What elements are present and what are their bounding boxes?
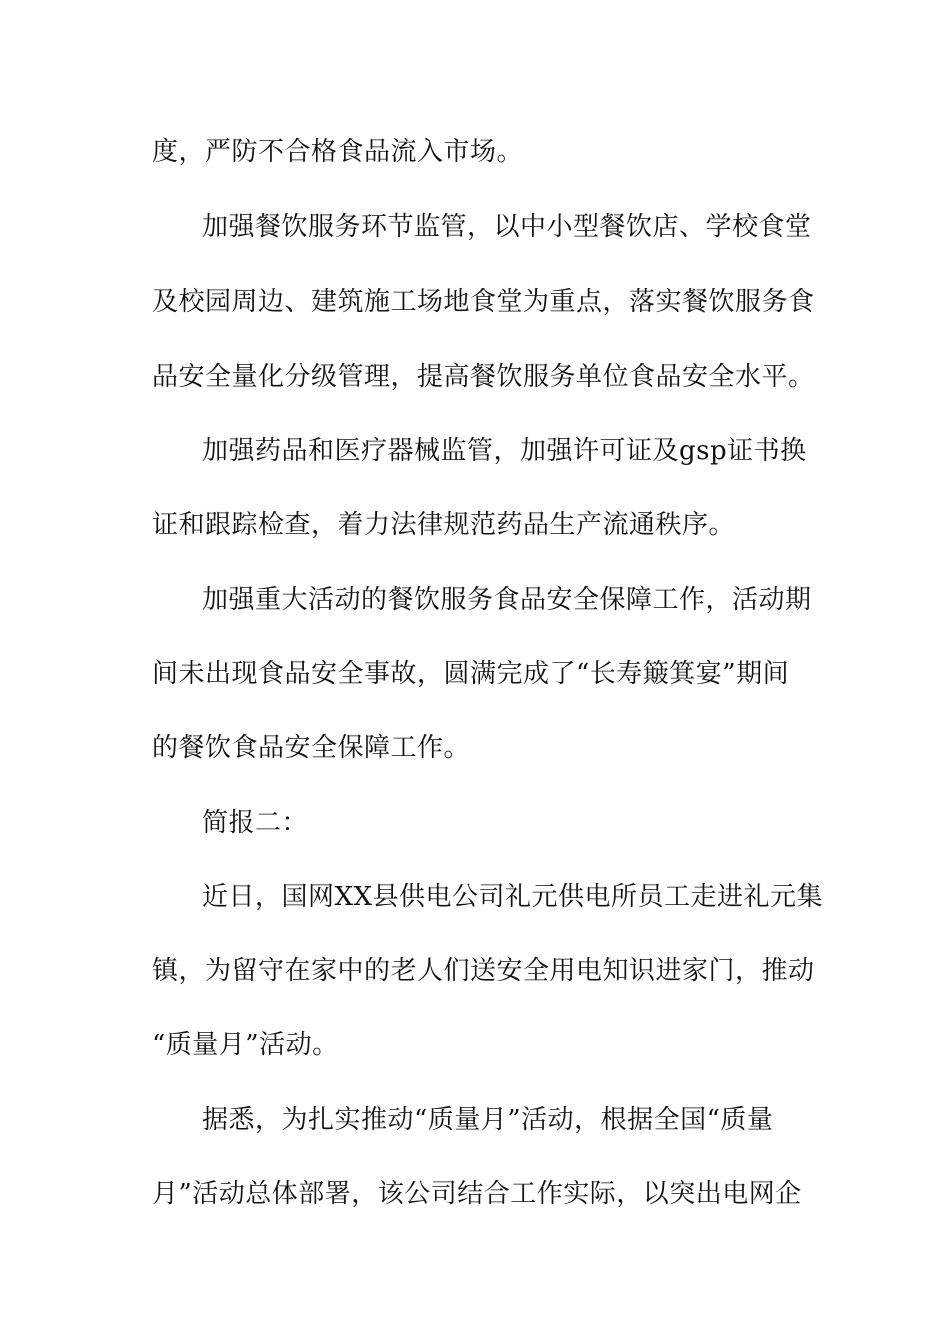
paragraph-line: 及校园周边、建筑施工场地食堂为重点，落实餐饮服务食 [152,287,815,317]
paragraph-line: 度，严防不合格食品流入市场。 [152,137,524,167]
paragraph-line: 加强重大活动的餐饮服务食品安全保障工作，活动期 [202,585,812,615]
paragraph-line: 的餐饮食品安全保障工作。 [152,733,471,763]
paragraph-line: “质量月”活动。 [152,1030,339,1060]
paragraph-line: 月”活动总体部署，该公司结合工作实际，以突出电网企 [152,1179,802,1209]
paragraph-line: 品安全量化分级管理，提高餐饮服务单位食品安全水平。 [152,362,815,392]
paragraph-line: 近日，国网XX县供电公司礼元供电所员工走进礼元集 [202,882,824,912]
paragraph-line: 据悉，为扎实推动“质量月”活动，根据全国“质量 [202,1105,774,1135]
paragraph-line: 间未出现食品安全事故，圆满完成了“长寿簸箕宴”期间 [152,659,790,689]
paragraph-line: 证和跟踪检查，着力法律规范药品生产流通秩序。 [152,510,736,540]
paragraph-line: 镇，为留守在家中的老人们送安全用电知识进家门，推动 [152,956,815,986]
section-heading: 简报二： [202,808,309,838]
paragraph-line: 加强餐饮服务环节监管，以中小型餐饮店、学校食堂 [202,212,812,242]
paragraph-line: 加强药品和医疗器械监管，加强许可证及gsp证书换 [202,436,807,466]
